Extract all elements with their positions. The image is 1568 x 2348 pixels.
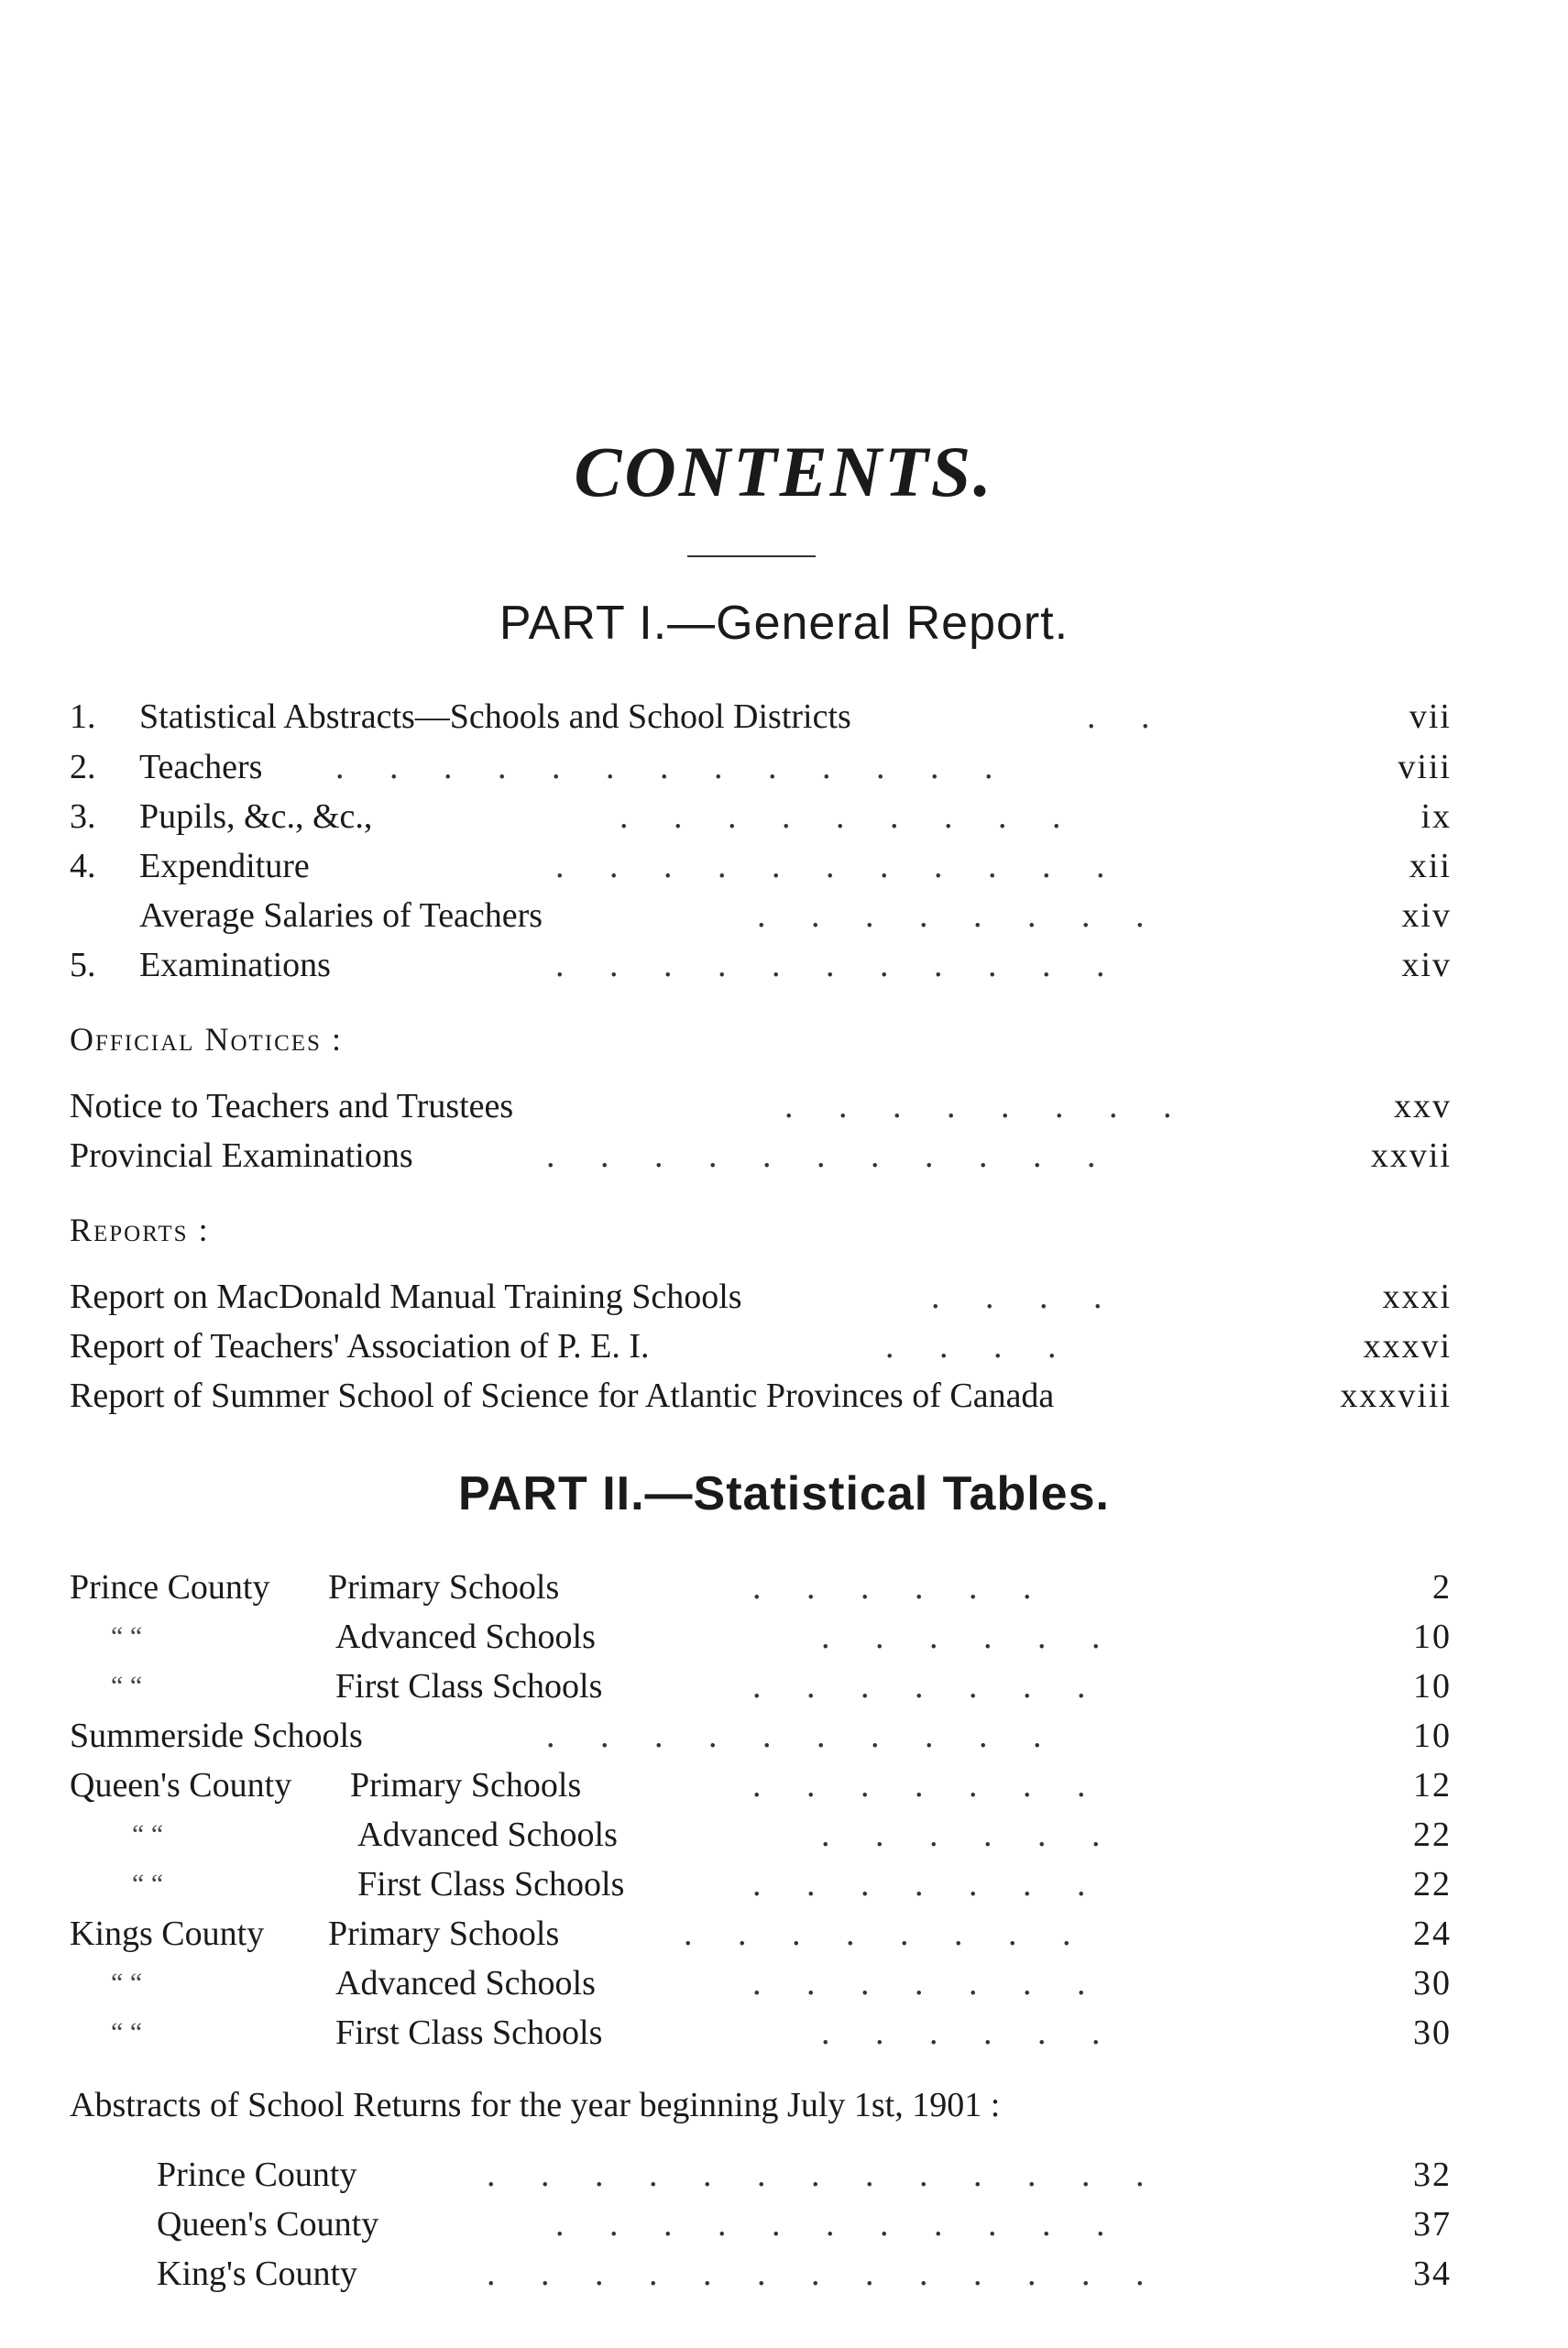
item-label: Examinations: [139, 946, 331, 984]
part2-heading: PART II.—Statistical Tables.: [458, 1467, 1110, 1520]
county-name: Prince County: [70, 1568, 270, 1607]
page-number: 22: [1413, 1865, 1452, 1904]
ditto-marks: “ “: [132, 1869, 164, 1899]
page-number: viii: [1398, 748, 1452, 786]
item-label: Average Salaries of Teachers: [139, 896, 543, 935]
leader-dots: . . . . . . .: [752, 1667, 1104, 1706]
item-number: 2.: [70, 748, 96, 786]
toc-row: [70, 1958, 1452, 2008]
item-label: First Class Schools: [335, 1667, 603, 1706]
leader-dots: . . . . . .: [821, 1816, 1119, 1854]
item-label: First Class Schools: [335, 2013, 603, 2052]
item-label: Primary Schools: [350, 1766, 582, 1805]
page-title: CONTENTS.: [574, 432, 994, 511]
page-number: xxv: [1394, 1087, 1452, 1125]
page-number: 10: [1413, 1618, 1452, 1656]
page-number: 34: [1413, 2255, 1452, 2293]
leader-dots: . . . . . . . . . . . . .: [487, 2156, 1163, 2194]
item-label: Pupils, &c., &c.,: [139, 797, 373, 836]
toc-row: [70, 2200, 1452, 2249]
item-number: 1.: [70, 697, 96, 736]
item-label: Report of Summer School of Science for Atlantic Provinces of Canada: [70, 1377, 1055, 1415]
county-name: Queen's County: [70, 1766, 292, 1805]
ditto-marks: “ “: [111, 1671, 143, 1701]
ditto-marks: “ “: [111, 2017, 143, 2047]
item-label: Advanced Schools: [335, 1618, 596, 1656]
item-number: 4.: [70, 847, 96, 885]
toc-row: [70, 1860, 1452, 1909]
item-label: Statistical Abstracts—Schools and School Districts: [139, 697, 851, 736]
item-label: Report on MacDonald Manual Training Schools: [70, 1278, 742, 1316]
leader-dots: . . . . . . . . . . . . .: [487, 2255, 1163, 2293]
item-label: Notice to Teachers and Trustees: [70, 1087, 514, 1125]
leader-dots: . . . . . . . . .: [620, 797, 1080, 836]
item-label: Prince County: [157, 2156, 357, 2194]
page-number: 24: [1413, 1915, 1452, 1953]
title-rule: [687, 555, 816, 557]
toc-row: [70, 1612, 1452, 1662]
toc-row: [70, 1711, 1452, 1761]
toc-row: [70, 2008, 1452, 2057]
item-label: Advanced Schools: [335, 1964, 596, 2002]
leader-dots: . .: [1087, 697, 1168, 736]
leader-dots: . . . . . . . . . . .: [555, 847, 1124, 885]
toc-row: [70, 742, 1452, 792]
leader-dots: . . . . . . . .: [784, 1087, 1190, 1125]
page-number: xiv: [1401, 946, 1452, 984]
ditto-marks: “ “: [132, 1819, 164, 1849]
item-label: Summerside Schools: [70, 1717, 363, 1755]
item-number: 5.: [70, 946, 96, 984]
toc-row: [70, 1272, 1452, 1322]
toc-row: [70, 1761, 1452, 1810]
item-label: Expenditure: [139, 847, 310, 885]
county-name: Kings County: [70, 1915, 265, 1953]
toc-row: [70, 1810, 1452, 1860]
leader-dots: . . . . . .: [821, 1618, 1119, 1656]
page-number: xxxvi: [1363, 1327, 1452, 1366]
toc-row: [70, 940, 1452, 990]
toc-row: [70, 2150, 1452, 2200]
page-number: ix: [1420, 797, 1452, 836]
part1-heading: PART I.—General Report.: [499, 597, 1069, 650]
page-number: 10: [1413, 1717, 1452, 1755]
page-number: xxxi: [1382, 1278, 1452, 1316]
ditto-marks: “ “: [111, 1621, 143, 1651]
toc-row: [70, 891, 1452, 940]
toc-row: [70, 1131, 1452, 1180]
leader-dots: . . . . . . .: [752, 1964, 1104, 2002]
ditto-marks: “ “: [111, 1968, 143, 1998]
leader-dots: . . . . . . . . . .: [546, 1717, 1060, 1755]
page-number: vii: [1409, 697, 1452, 736]
item-label: Provincial Examinations: [70, 1136, 413, 1175]
page-number: 37: [1413, 2205, 1452, 2244]
toc-row: [70, 1662, 1452, 1711]
official-notices-heading: Official Notices :: [70, 1021, 343, 1058]
leader-dots: . . . . . . .: [752, 1865, 1104, 1904]
leader-dots: . . . . . . . . . . .: [555, 946, 1124, 984]
item-label: Teachers: [139, 748, 263, 786]
item-label: Primary Schools: [328, 1915, 560, 1953]
page-number: xxvii: [1370, 1136, 1452, 1175]
toc-row: [70, 841, 1452, 891]
leader-dots: . . . .: [931, 1278, 1121, 1316]
leader-dots: . . . . . .: [752, 1568, 1050, 1607]
leader-dots: . . . . . . . . . . .: [555, 2205, 1124, 2244]
item-number: 3.: [70, 797, 96, 836]
leader-dots: . . . . . . . .: [757, 896, 1163, 935]
item-label: Primary Schools: [328, 1568, 560, 1607]
page-number: 30: [1413, 1964, 1452, 2002]
toc-row: [70, 2249, 1452, 2299]
reports-heading: Reports :: [70, 1212, 210, 1248]
abstracts-heading: Abstracts of School Returns for the year beginning July 1st, 1901 :: [70, 2086, 1001, 2124]
toc-row: [70, 1371, 1452, 1421]
toc-row: [70, 1322, 1452, 1371]
item-label: First Class Schools: [357, 1865, 625, 1904]
page-number: xxxviii: [1340, 1377, 1452, 1415]
item-label: King's County: [157, 2255, 358, 2293]
leader-dots: . . . . . . .: [752, 1766, 1104, 1805]
toc-row: [70, 1909, 1452, 1958]
page-number: 30: [1413, 2013, 1452, 2052]
page-number: 12: [1413, 1766, 1452, 1805]
toc-row: [70, 1081, 1452, 1131]
page-number: 2: [1432, 1568, 1452, 1607]
toc-row: [70, 692, 1452, 741]
item-label: Report of Teachers' Association of P. E. I.: [70, 1327, 650, 1366]
toc-row: [70, 1563, 1452, 1612]
leader-dots: . . . . . . . . . . .: [546, 1136, 1114, 1175]
page-number: 22: [1413, 1816, 1452, 1854]
page-number: xii: [1409, 847, 1452, 885]
leader-dots: . . . . . . . .: [684, 1915, 1090, 1953]
item-label: Queen's County: [157, 2205, 379, 2244]
leader-dots: . . . .: [885, 1327, 1075, 1366]
toc-row: [70, 792, 1452, 841]
page-number: 10: [1413, 1667, 1452, 1706]
item-label: Advanced Schools: [357, 1816, 618, 1854]
page-number: 32: [1413, 2156, 1452, 2194]
leader-dots: . . . . . . . . . . . . .: [335, 748, 1012, 786]
page-number: xiv: [1401, 896, 1452, 935]
leader-dots: . . . . . .: [821, 2013, 1119, 2052]
